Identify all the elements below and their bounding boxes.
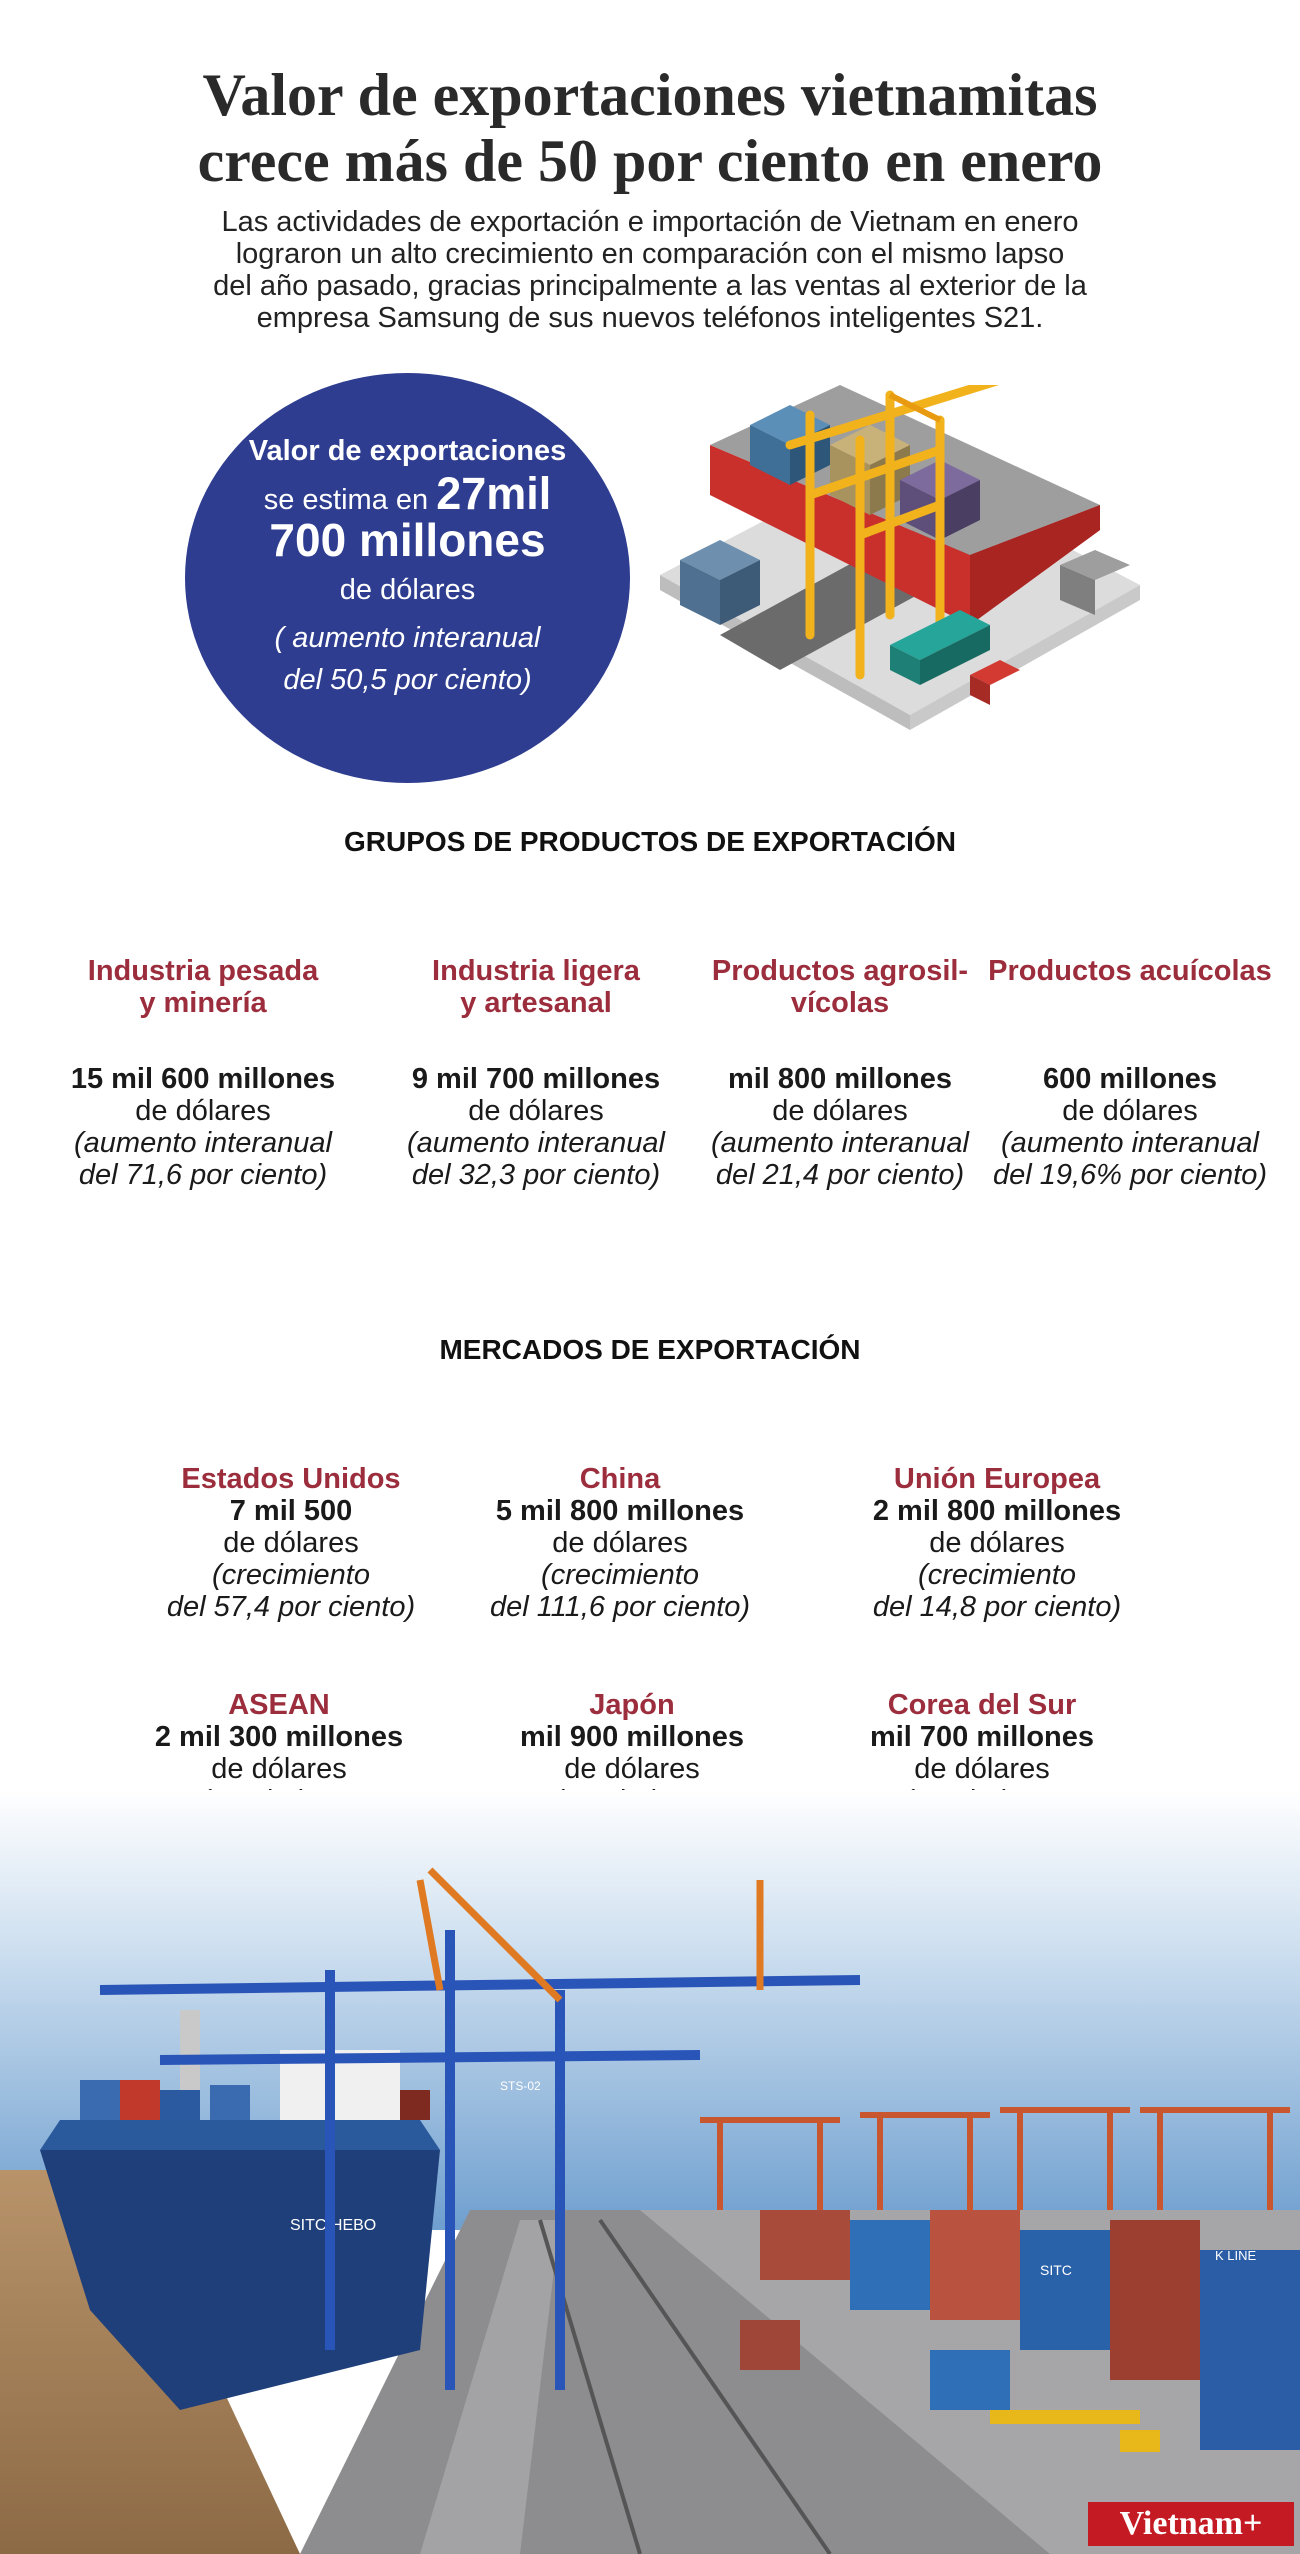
product-amount: 600 millones [1042,1063,1218,1095]
product-amount: mil 800 millones [727,1063,953,1095]
title-line-1: Valor de exportaciones vietnamitas [202,62,1098,128]
product-name-line: vícolas [790,987,890,1019]
market-card [126,1463,456,1623]
market-amount: mil 900 millones [519,1721,745,1753]
product-name [980,955,1280,1029]
market-growth: del 111,6 por ciento) [489,1591,751,1623]
subtitle-line-3: del año pasado, gracias principalmente a las ventas al exterior de la [213,270,1087,302]
product-card [980,955,1280,1191]
product-growth: del 32,3 por ciento) [411,1159,661,1191]
market-name: Japón [589,1689,675,1721]
product-card [690,955,990,1191]
port-illustration [640,385,1160,805]
port-photo [0,1790,1300,2554]
product-growth: (aumento interanual [74,1127,332,1159]
market-name: Estados Unidos [181,1463,401,1495]
export-value-circle [185,373,630,783]
container-brand: SITC [1040,2262,1072,2278]
product-name-line: y artesanal [460,987,612,1019]
market-name: ASEAN [228,1689,330,1721]
product-growth: (aumento interanual [711,1127,969,1159]
product-growth: del 21,4 por ciento) [715,1159,965,1191]
product-unit: de dólares [468,1095,604,1127]
market-amount: 7 mil 500 [229,1495,353,1527]
circle-growth-1: ( aumento interanual [274,622,541,654]
product-name-line: y minería [139,987,267,1019]
market-growth: (crecimiento [212,1559,370,1591]
circle-big-number: 27mil [436,468,552,519]
product-growth: del 71,6 por ciento) [78,1159,328,1191]
product-unit: de dólares [135,1095,271,1127]
market-amount: 2 mil 300 millones [154,1721,404,1753]
market-amount: 2 mil 800 millones [872,1495,1122,1527]
circle-line-1: Valor de exportaciones [248,435,567,467]
product-name [53,955,353,1029]
product-growth: (aumento interanual [407,1127,665,1159]
circle-line-3: 700 millones [269,514,546,566]
market-unit: de dólares [564,1753,700,1785]
market-growth: (crecimiento [918,1559,1076,1591]
market-card [832,1463,1162,1623]
circle-line-4: de dólares [339,574,476,606]
crane-label: STS-02 [500,2079,541,2093]
title-line-2: crece más de 50 por ciento en enero [197,128,1103,194]
product-name [386,955,686,1029]
product-card [386,955,686,1191]
market-unit: de dólares [914,1753,1050,1785]
market-amount: 5 mil 800 millones [495,1495,745,1527]
market-card [455,1463,785,1623]
circle-prefix: se estima en [263,484,437,516]
product-name-line: Industria ligera [432,955,640,987]
market-name: Corea del Sur [887,1689,1077,1721]
product-growth: (aumento interanual [1001,1127,1259,1159]
markets-heading: MERCADOS DE EXPORTACIÓN [439,1334,861,1365]
product-unit: de dólares [772,1095,908,1127]
product-growth: del 19,6% por ciento) [992,1159,1268,1191]
circle-growth-2: del 50,5 por ciento) [283,664,532,696]
container-brand-2: K LINE [1215,2248,1257,2263]
product-name-line: Productos agrosil- [711,955,969,987]
ship-name: SITC HEBO [290,2217,377,2234]
product-name-line: Productos acuícolas [988,955,1272,987]
page-title [0,62,1300,194]
product-name [690,955,990,1029]
vietnamplus-logo: Vietnam+ [1088,2502,1294,2546]
market-growth: del 14,8 por ciento) [872,1591,1122,1623]
market-unit: de dólares [552,1527,688,1559]
product-unit: de dólares [1062,1095,1198,1127]
market-name: China [579,1463,661,1495]
market-name: Unión Europea [893,1463,1101,1495]
products-heading: GRUPOS DE PRODUCTOS DE EXPORTACIÓN [344,826,956,857]
product-name-line: Industria pesada [87,955,319,987]
circle-growth [185,617,630,701]
market-unit: de dólares [929,1527,1065,1559]
product-amount: 9 mil 700 millones [411,1063,661,1095]
subtitle-line-1: Las actividades de exportación e importación de Vietnam en enero [221,206,1079,238]
market-unit: de dólares [211,1753,347,1785]
market-growth: del 57,4 por ciento) [166,1591,416,1623]
subtitle [150,206,1150,334]
market-growth: (crecimiento [541,1559,699,1591]
product-card [53,955,353,1191]
product-amount: 15 mil 600 millones [70,1063,336,1095]
market-unit: de dólares [223,1527,359,1559]
subtitle-line-4: empresa Samsung de sus nuevos teléfonos inteligentes S21. [256,302,1044,334]
market-amount: mil 700 millones [869,1721,1095,1753]
subtitle-line-2: lograron un alto crecimiento en comparación con el mismo lapso [235,238,1065,270]
